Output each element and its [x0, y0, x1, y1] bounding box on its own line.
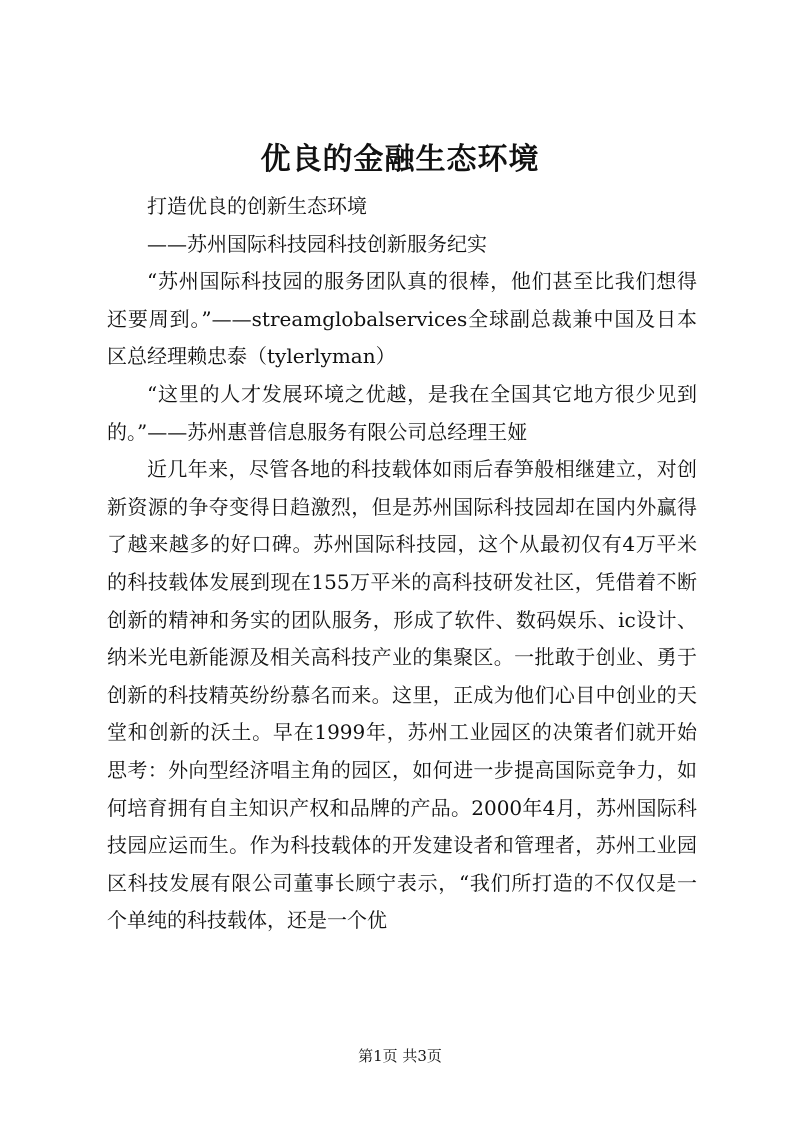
- paragraph-quote-2: “这里的人才发展环境之优越，是我在全国其它地方很少见到的。”——苏州惠普信息服务有限公司总经理王娅: [107, 381, 697, 444]
- paragraph-subtitle: 打造优良的创新生态环境: [147, 194, 367, 218]
- page-footer: 第1页 共3页: [358, 1047, 442, 1065]
- document-title: 优良的金融生态环境: [260, 142, 540, 177]
- document-body: [107, 188, 697, 940]
- paragraph-quote-1: “苏州国际科技园的服务团队真的很棒，他们甚至比我们想得还要周到。”——streamglobalservices全球副总裁兼中国及日本区总经理赖忠泰（tylerlyman）: [107, 269, 697, 369]
- paragraph-subheading: ——苏州国际科技园科技创新服务纪实: [147, 231, 487, 256]
- paragraph-main: 近几年来，尽管各地的科技载体如雨后春笋般相继建立，对创新资源的争夺变得日趋激烈，但是苏州国际科技园却在国内外赢得了越来越多的好口碑。苏州国际科技园，这个从最初仅有4万平米的科技载体发展到现在155万平米的高科技研发社区，凭借着不断创新的精神和务实的团队服务，形成了软件、数码娱乐、ic设计、纳米光电新能源及相关高科技产业的集聚区。一批敢于创业、勇于创新的科技精英纷纷慕名而来。这里，正成为他们心目中创业的天堂和创新的沃土。早在1999年，苏州工业园区的决策者们就开始思考：外向型经济唱主角的园区，如何进一步提高国际竞争力，如何培育拥有自主知识产权和品牌的产品。2000年4月，苏州国际科技园应运而生。作为科技载体的开发建设者和管理者，苏州工业园区科技发展有限公司董事长顾宁表示，“我们所打造的不仅仅是一个单纯的科技载体，还是一个优: [107, 457, 697, 933]
